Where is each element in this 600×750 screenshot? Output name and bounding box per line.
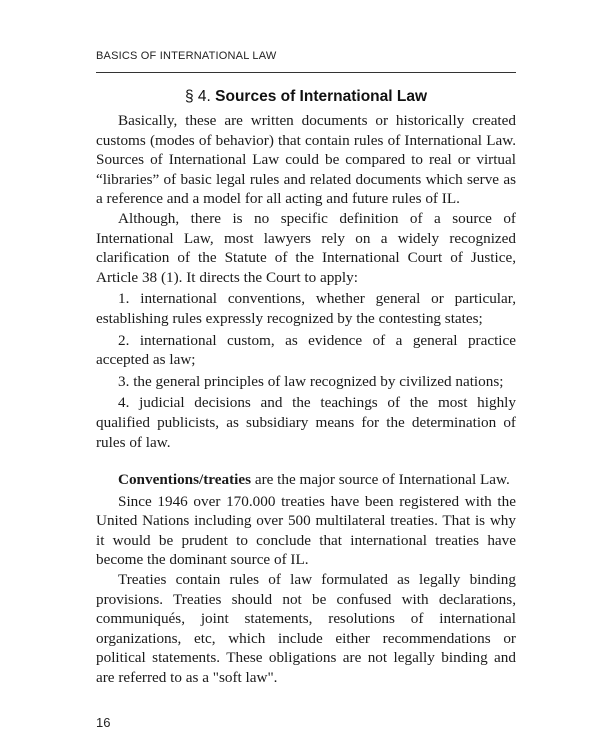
list-item-judicial: 4. judicial decisions and the teachings of the most highly qualified publicists, as subsidiary means for the determination of rules of law.	[96, 394, 516, 451]
header-rule	[96, 72, 516, 73]
list-item-principles: 3. the general principles of law recognized by civilized nations;	[118, 372, 504, 390]
term-conventions-treaties: Conventions/treaties	[118, 471, 252, 489]
running-head: BASICS OF INTERNATIONAL LAW	[96, 50, 277, 62]
paragraph-treaties-major-text: are the major source of International Law.	[251, 471, 510, 489]
paragraph-treaties-major	[96, 470, 516, 490]
paragraph-definition: Although, there is no specific definition of a source of International Law, most lawyers rely on a widely recognized clarification of the Statute of the International Court of Justice, Article 38 (1). It directs the Court to apply:	[96, 209, 516, 286]
paragraph-treaty-count: Since 1946 over 170.000 treaties have been registered with the United Nations including over 500 multilateral treaties. That is why it would be prudent to conclude that international treaties have become the dominant source of IL.	[96, 492, 516, 569]
section-heading	[96, 88, 516, 106]
list-item-custom: 2. international custom, as evidence of a general practice accepted as law;	[96, 331, 516, 369]
list-item-conventions: 1. international conventions, whether general or particular, establishing rules expressly recognized by the contesting states;	[96, 290, 516, 327]
paragraph-intro: Basically, these are written documents or historically created customs (modes of behavior) that contain rules of International Law. Sources of International Law could be compared to real or virtual “libraries” of basic legal rules and related documents which serve as a reference and a model for all acting and future rules of IL.	[96, 112, 516, 208]
body-text	[96, 111, 516, 688]
paragraph-soft-law: Treaties contain rules of law formulated as legally binding provisions. Treaties should not be confused with declarations, communiqués, joint statements, resolutions of international organizations, etc, which include either recommendations or political statements. These obligations are not legally binding and are referred to as a "soft law".	[96, 571, 516, 687]
section-mark: § 4.	[184, 88, 211, 105]
section-title: Sources of International Law	[215, 88, 428, 105]
page-number: 16	[96, 715, 111, 730]
